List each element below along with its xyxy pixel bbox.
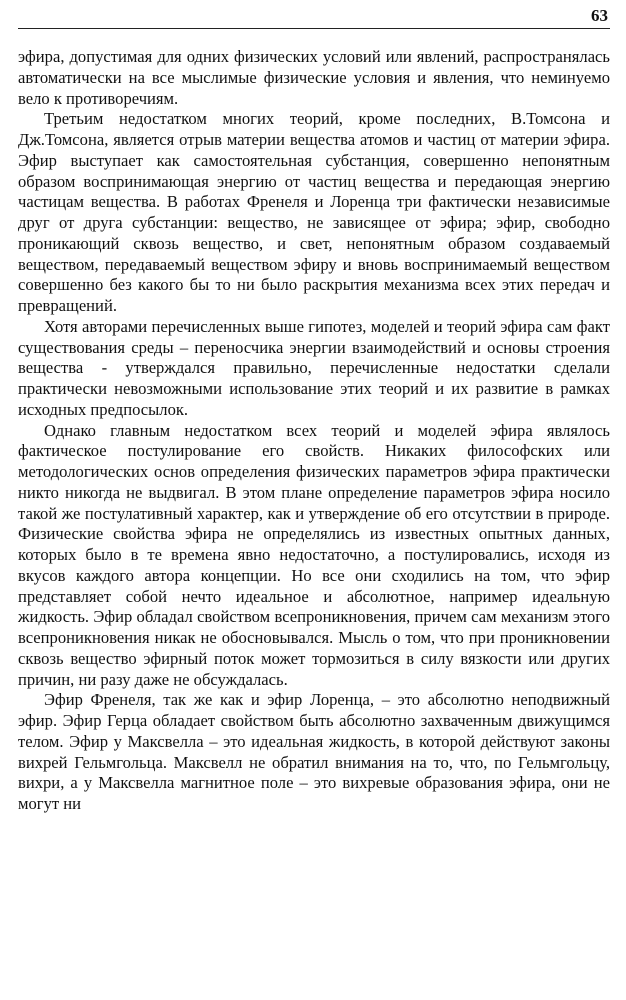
paragraph: Эфир Френеля, так же как и эфир Лоренца, – это абсолютно неподвижный эфир. Эфир Герца обладает свойством быть абсолютно захваченным движущимся телом. Эфир у Максвелла – это идеальная жидкость, в которой действуют законы вихрей Гельмгольца. Максвелл не обратил внимания на то, что, по Гельмгольцу, вихри, а у Максвелла магнитное поле – это вихревые образования эфира, они не могут ни: [18, 690, 610, 813]
paragraph: Однако главным недостатком всех теорий и моделей эфира являлось фактическое постулирование его свойств. Никаких философских или методологических основ определения физических параметров эфира практически никто никогда не выдвигал. В этом плане определение параметров эфира носило такой же постулативный характер, как и утверждение об его отсутствии в природе. Физические свойства эфира не определялись из известных опытных данных, которых было в те времена явно недостаточно, а постулировались, исходя из вкусов каждого автора концепции. Но все они сходились на том, что эфир представляет собой нечто идеальное и абсолютное, например идеальную жидкость. Эфир обладал свойством всепроникновения, причем сам механизм этого всепроникновения никак не обосновывался. Мысль о том, что при проникновении сквозь вещество эфирный поток может тормозиться в силу вязкости или других причин, ни разу даже не обсуждалась.: [18, 420, 610, 689]
paragraph: Хотя авторами перечисленных выше гипотез, моделей и теорий эфира сам факт существования среды – переносчика энергии взаимодействий и основы строения вещества - утверждался правильно, перечисленные недостатки сделали практически невозможными использование этих теорий и их развитие в рамках исходных предпосылок.: [18, 316, 610, 419]
paragraph: Третьим недостатком многих теорий, кроме последних, В.Томсона и Дж.Томсона, является отрыв материи вещества атомов и частиц от материи эфира. Эфир выступает как самостоятельная субстанция, совершенно непонятным образом воспринимающая энергию от частиц вещества и передающая энергию частицам вещества. В работах Френеля и Лоренца три фактически независимые друг от друга субстанции: вещество, не зависящее от эфира; эфир, свободно проникающий сквозь вещество, и свет, непонятным образом создаваемый веществом, передаваемый веществом эфиру и вновь воспринимаемый веществом совершенно без какого бы то ни было раскрытия механизма всех этих передач и превращений.: [18, 109, 610, 315]
body-text: [18, 47, 610, 815]
document-page: [18, 6, 610, 815]
page-header: [18, 6, 610, 29]
paragraph: эфира, допустимая для одних физических условий или явлений, распространялась автоматически на все мыслимые физические условия и явления, что неминуемо вело к противоречиям.: [18, 47, 610, 108]
page-number: 63: [591, 6, 608, 25]
